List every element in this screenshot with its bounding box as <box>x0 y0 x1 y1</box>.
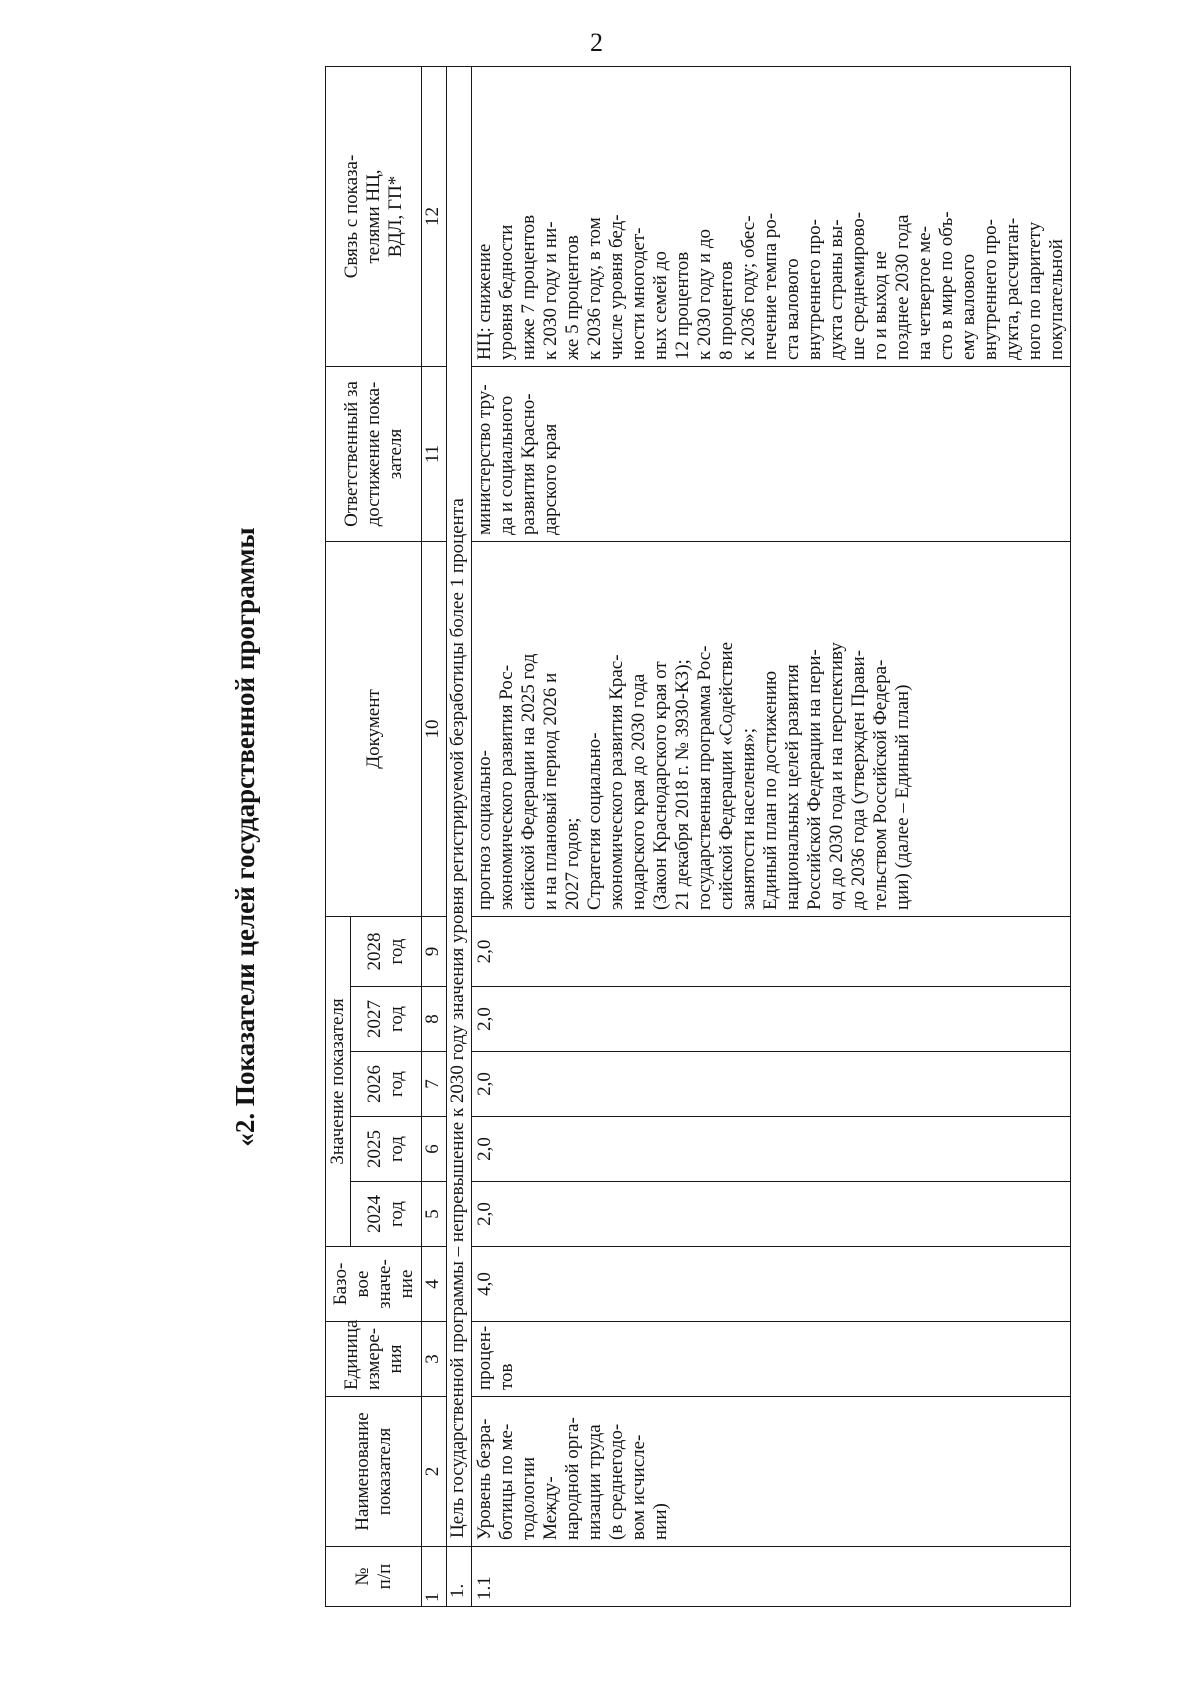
column-number: 11 <box>422 366 447 541</box>
header-document: Документ <box>326 541 422 916</box>
indicator-unit: процен- тов <box>472 1322 1071 1397</box>
header-year-2026: 2026 год <box>351 1052 422 1117</box>
value-2028: 2,0 <box>472 916 1071 986</box>
header-responsible: Ответственный за достижение пока- зателя <box>326 366 422 541</box>
header-row <box>326 66 351 1606</box>
indicator-link: НЦ: снижение уровня бедности ниже 7 процентов к 2030 году и ни- же 5 процентов к 2036 году, в том числе уровня бед- ности многодет- ных семей до 12 процентов к 2030 году и до 8 процентов к 2036 году; обес- печение темпа ро- ста валового внутреннего про- дукта страны вы- ше среднемирово- го и выход не позднее 2030 года на четвертое ме- сто в мире по объ- ему валового внутреннего про- дукта, рассчитан- ного по паритету покупательной <box>472 66 1071 366</box>
column-number: 3 <box>422 1322 447 1397</box>
rotated-page-content <box>225 67 1105 1607</box>
header-base: Базо- вое значе- ние <box>326 1247 422 1322</box>
header-unit: Единица измере- ния <box>326 1322 422 1397</box>
indicators-table <box>325 66 1071 1607</box>
column-number: 2 <box>422 1397 447 1547</box>
column-number: 7 <box>422 1052 447 1117</box>
page-number: 2 <box>590 28 603 57</box>
column-number: 8 <box>422 987 447 1052</box>
indicator-document: прогноз социально- экономического развития Рос- сийской Федерации на 2025 год и на плановый период 2026 и 2027 годов; Стратегия социально- экономического развития Крас- нодарского края до 2030 года (Закон Краснодарского края от 21 декабря 2018 г. № 3930-КЗ); государственная программа Рос- сийской Федерации «Содействие занятости населения»; Единый план по достижению национальных целей развития Российской Федерации на пери- од до 2030 года и на перспективу до 2036 года (утвержден Прави- тельством Российской Федера- ции) (далее – Единый план) <box>472 541 1071 916</box>
indicator-name: Уровень безра- ботицы по ме- тодологии Между- народной орга- низации труда (в среднегодо- вом исчисле- нии) <box>472 1397 1071 1547</box>
header-link: Связь с показа- телями НЦ, ВДЛ, ГП* <box>326 66 422 366</box>
column-number: 12 <box>422 66 447 366</box>
goal-num: 1. <box>447 1547 472 1607</box>
header-value-group: Значение показателя <box>326 916 351 1246</box>
value-2027: 2,0 <box>472 987 1071 1052</box>
header-year-2027: 2027 год <box>351 987 422 1052</box>
header-year-2025: 2025 год <box>351 1117 422 1182</box>
column-number: 5 <box>422 1182 447 1247</box>
table-row <box>472 66 1071 1606</box>
column-number: 6 <box>422 1117 447 1182</box>
value-2024: 2,0 <box>472 1182 1071 1247</box>
value-2026: 2,0 <box>472 1052 1071 1117</box>
section-title: «2. Показатели целей государственной программы <box>230 527 260 1147</box>
column-number: 1 <box>422 1547 447 1607</box>
indicator-responsible: министерство тру- да и социального развития Красно- дарского края <box>472 366 1071 541</box>
row-num: 1.1 <box>472 1547 1071 1607</box>
header-year-2024: 2024 год <box>351 1182 422 1247</box>
column-number: 9 <box>422 916 447 986</box>
indicator-base-value: 4,0 <box>472 1247 1071 1322</box>
goal-text: Цель государственной программы – непревышение к 2030 году значения уровня регистрируемой безработицы более 1 процента <box>447 66 472 1546</box>
header-name: Наименование показателя <box>326 1397 422 1547</box>
column-number: 10 <box>422 541 447 916</box>
header-year-2028: 2028 год <box>351 916 422 986</box>
header-num: № п/п <box>326 1547 422 1607</box>
value-2025: 2,0 <box>472 1117 1071 1182</box>
column-numbers-row <box>422 66 447 1606</box>
goal-row <box>447 66 472 1606</box>
column-number: 4 <box>422 1247 447 1322</box>
